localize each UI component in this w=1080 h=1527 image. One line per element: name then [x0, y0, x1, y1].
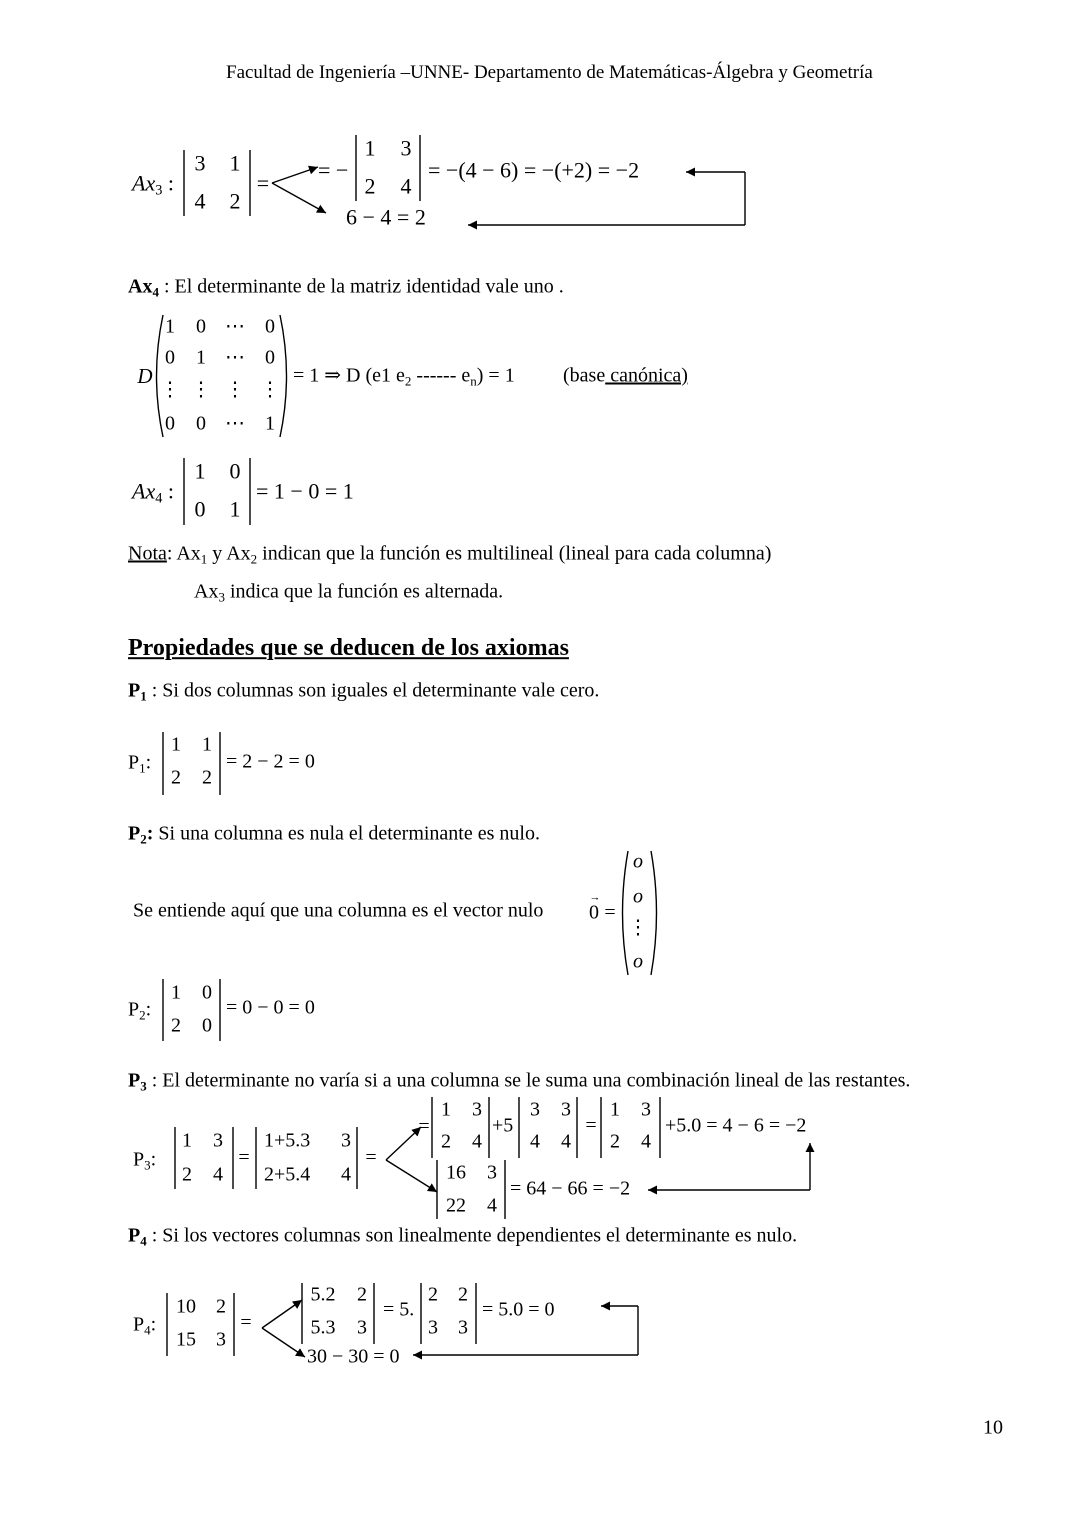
section-heading: Propiedades que se deducen de los axiomas: [128, 635, 569, 662]
equals-sign: =: [604, 901, 616, 924]
p4-label: P: [128, 1224, 141, 1247]
p3-top-result: +5.0 = 4 − 6 = −2: [665, 1114, 807, 1137]
p1-eq-label: P: [128, 751, 140, 774]
equals-sign: =: [256, 170, 270, 196]
matrix-entry: 0: [265, 315, 275, 338]
equals-sign: =: [240, 1311, 252, 1334]
matrix-entry: 0: [196, 315, 206, 338]
ax4-result: = 1 − 0 = 1: [256, 478, 354, 504]
matrix-entry: 1: [202, 733, 212, 756]
equals-sign: =: [238, 1146, 250, 1169]
matrix-entry: 3: [561, 1098, 571, 1121]
ax4-label-subscript: 4: [155, 490, 163, 507]
matrix-entry: 3: [487, 1161, 497, 1184]
nota-text: indican que la función es multilineal (lineal para cada columna): [257, 542, 772, 565]
matrix-entry: 3: [641, 1098, 651, 1121]
matrix-entry: 4: [400, 173, 412, 199]
matrix-entry: 4: [341, 1163, 351, 1186]
p2-text: Si una columna es nula el determinante es nulo.: [153, 822, 540, 845]
matrix-entry: 3: [400, 135, 412, 161]
p3-top-plus: +5: [492, 1114, 514, 1137]
matrix-entry: 22: [446, 1194, 466, 1217]
matrix-entry: 3: [428, 1316, 438, 1339]
matrix-entry: 1: [165, 315, 175, 338]
p1-label: P: [128, 679, 141, 702]
matrix-entry: 2: [441, 1130, 451, 1153]
ax3-top-prefix: = −: [318, 157, 349, 183]
matrix-entry: 0: [265, 346, 275, 369]
p2-result: = 0 − 0 = 0: [226, 996, 315, 1019]
matrix-entry: 3: [194, 150, 206, 176]
matrix-entry: 2: [216, 1295, 226, 1318]
nota-subscript: 1: [200, 551, 208, 567]
matrix-entry: 16: [446, 1161, 466, 1184]
matrix-entry: 2: [364, 173, 376, 199]
matrix-entry: 1: [182, 1129, 192, 1152]
matrix-entry: 0: [194, 496, 206, 522]
matrix-entry: 1: [229, 496, 241, 522]
p2-colon: :: [146, 822, 154, 845]
matrix-entry: 0: [229, 458, 241, 484]
matrix-entry: 1: [171, 733, 181, 756]
p2-eq-label: P: [128, 998, 140, 1021]
canonical-note-part: (base: [563, 364, 606, 387]
nota-label: Nota: [128, 542, 167, 565]
matrix-entry: ⋯: [225, 315, 245, 338]
matrix-entry: ⋯: [225, 412, 245, 435]
equals-sign: =: [418, 1115, 430, 1138]
matrix-entry: 2: [610, 1130, 620, 1153]
nota-line2-subscript: 3: [218, 589, 225, 605]
identity-matrix-label: D: [137, 363, 153, 388]
p2-eq-colon: :: [145, 998, 152, 1021]
p1-eq-subscript: 1: [139, 760, 146, 776]
matrix-entry: 3: [357, 1316, 367, 1339]
canonical-note-underlined: canónica): [605, 364, 688, 387]
p1-result: = 2 − 2 = 0: [226, 750, 315, 773]
identity-result-part: = 1 ⇒ D (e1 e: [293, 364, 405, 387]
matrix-entry: 1: [364, 135, 376, 161]
nota-line2-label: Ax: [194, 580, 219, 603]
p3-label: P: [128, 1069, 141, 1092]
matrix-entry: 2: [171, 1014, 181, 1037]
nota-text: : Ax: [166, 542, 201, 565]
p2-subscript: 2: [140, 831, 147, 847]
matrix-entry: 0: [202, 981, 212, 1004]
matrix-entry: 4: [213, 1163, 223, 1186]
page-number: 10: [983, 1416, 1003, 1439]
matrix-entry: 0: [202, 1014, 212, 1037]
right-parenthesis: [280, 315, 287, 437]
matrix-entry: 3: [216, 1328, 226, 1351]
p1-eq-colon: :: [145, 751, 152, 774]
matrix-entry: 4: [641, 1130, 651, 1153]
ax4-statement-subscript: 4: [152, 284, 159, 300]
branch-arrow-down: [272, 183, 326, 213]
matrix-entry: 4: [561, 1130, 571, 1153]
matrix-entry: 4: [487, 1194, 497, 1217]
ax4-statement-label: Ax: [128, 275, 153, 298]
matrix-entry: ⋮: [191, 378, 211, 401]
matrix-entry: 4: [472, 1130, 482, 1153]
matrix-entry: 5.2: [310, 1283, 336, 1306]
p4-top-mid: = 5.: [383, 1298, 415, 1321]
matrix-entry: 1: [196, 346, 206, 369]
matrix-entry: 3: [213, 1129, 223, 1152]
nota-line2-text: indica que la función es alternada.: [224, 580, 504, 603]
p4-eq-label: P: [133, 1313, 145, 1336]
matrix-entry: ⋮: [260, 378, 280, 401]
matrix-entry: ⋮: [160, 378, 180, 401]
left-parenthesis: [623, 851, 629, 975]
nota-subscript: 2: [250, 551, 258, 567]
vector-entry: ⋮: [628, 916, 648, 939]
matrix-entry: 0: [165, 346, 175, 369]
matrix-entry: 2: [202, 766, 212, 789]
matrix-entry: 3: [472, 1098, 482, 1121]
matrix-entry: 2: [182, 1163, 192, 1186]
matrix-entry: 2: [428, 1283, 438, 1306]
vector-entry: o: [633, 885, 643, 908]
matrix-entry: 2: [458, 1283, 468, 1306]
p2-eq-subscript: 2: [139, 1007, 146, 1023]
ax3-label-colon: :: [162, 170, 174, 196]
p3-text: : El determinante no varía si a una columna se le suma una combinación lineal de las restantes.: [146, 1069, 911, 1092]
p4-subscript: 4: [140, 1233, 147, 1249]
matrix-entry: 1: [610, 1098, 620, 1121]
ax3-label-text: Ax: [132, 170, 156, 196]
p3-eq-subscript: 3: [144, 1157, 151, 1173]
p1-text: : Si dos columnas son iguales el determinante vale cero.: [146, 679, 600, 702]
matrix-entry: 1: [441, 1098, 451, 1121]
nota-text: y Ax: [207, 542, 251, 565]
matrix-entry: 2: [357, 1283, 367, 1306]
matrix-entry: 2: [229, 188, 241, 214]
matrix-entry: 0: [165, 412, 175, 435]
ax4-statement-text: : El determinante de la matriz identidad vale uno .: [158, 275, 564, 298]
vector-entry: o: [633, 950, 643, 973]
matrix-entry: 5.3: [310, 1316, 336, 1339]
ax3-top-result: = −(4 − 6) = −(+2) = −2: [428, 157, 640, 183]
ax4-label-text: Ax: [132, 478, 156, 504]
matrix-entry: 0: [196, 412, 206, 435]
branch-arrow-up: [262, 1300, 302, 1328]
matrix-entry: 3: [530, 1098, 540, 1121]
matrix-entry: 2+5.4: [264, 1163, 311, 1186]
equals-sign: =: [365, 1146, 377, 1169]
ax3-bottom-result: 6 − 4 = 2: [346, 204, 426, 230]
matrix-entry: 1: [194, 458, 206, 484]
null-vector-text: Se entiende aquí que una columna es el vector nulo: [133, 899, 544, 922]
matrix-entry: 1: [229, 150, 241, 176]
identity-result-subscript: n: [470, 373, 477, 389]
ax4-label-colon: :: [162, 478, 174, 504]
branch-arrow-up: [386, 1127, 421, 1160]
left-parenthesis: [157, 315, 164, 437]
branch-arrow-down: [262, 1328, 305, 1357]
right-parenthesis: [651, 851, 657, 975]
p2-label: P: [128, 822, 141, 845]
matrix-entry: 1: [171, 981, 181, 1004]
vector-arrow-icon: →: [589, 891, 601, 904]
ax3-label-subscript: 3: [155, 182, 163, 199]
matrix-entry: 3: [458, 1316, 468, 1339]
matrix-entry: 4: [194, 188, 206, 214]
identity-result-subscript: 2: [404, 373, 412, 389]
equals-sign: =: [585, 1114, 597, 1137]
matrix-entry: 3: [341, 1129, 351, 1152]
vector-entry: o: [633, 850, 643, 873]
null-vector-symbol: 0: [589, 901, 599, 924]
p4-text: : Si los vectores columnas son linealmente dependientes el determinante es nulo.: [146, 1224, 798, 1247]
p3-eq-label: P: [133, 1148, 145, 1171]
matrix-entry: ⋮: [225, 378, 245, 401]
matrix-entry: 4: [530, 1130, 540, 1153]
identity-result-part: ) = 1: [476, 364, 515, 387]
p4-eq-colon: :: [150, 1313, 157, 1336]
p4-top-result: = 5.0 = 0: [482, 1298, 555, 1321]
p1-subscript: 1: [140, 688, 147, 704]
matrix-entry: 1: [265, 412, 275, 435]
page-header: Facultad de Ingeniería –UNNE- Departamento de Matemáticas-Álgebra y Geometría: [226, 62, 873, 84]
p4-bottom-result: 30 − 30 = 0: [307, 1345, 400, 1368]
p3-subscript: 3: [140, 1078, 147, 1094]
identity-result-part: ------ e: [411, 364, 471, 387]
matrix-entry: 2: [171, 766, 181, 789]
p3-eq-colon: :: [150, 1148, 157, 1171]
matrix-entry: 10: [176, 1295, 196, 1318]
matrix-entry: 15: [176, 1328, 196, 1351]
branch-arrow-up: [272, 167, 318, 183]
matrix-entry: 1+5.3: [264, 1129, 311, 1152]
branch-arrow-down: [386, 1160, 437, 1192]
p3-bottom-result: = 64 − 66 = −2: [510, 1177, 631, 1200]
matrix-entry: ⋯: [225, 346, 245, 369]
p4-eq-subscript: 4: [144, 1322, 151, 1338]
